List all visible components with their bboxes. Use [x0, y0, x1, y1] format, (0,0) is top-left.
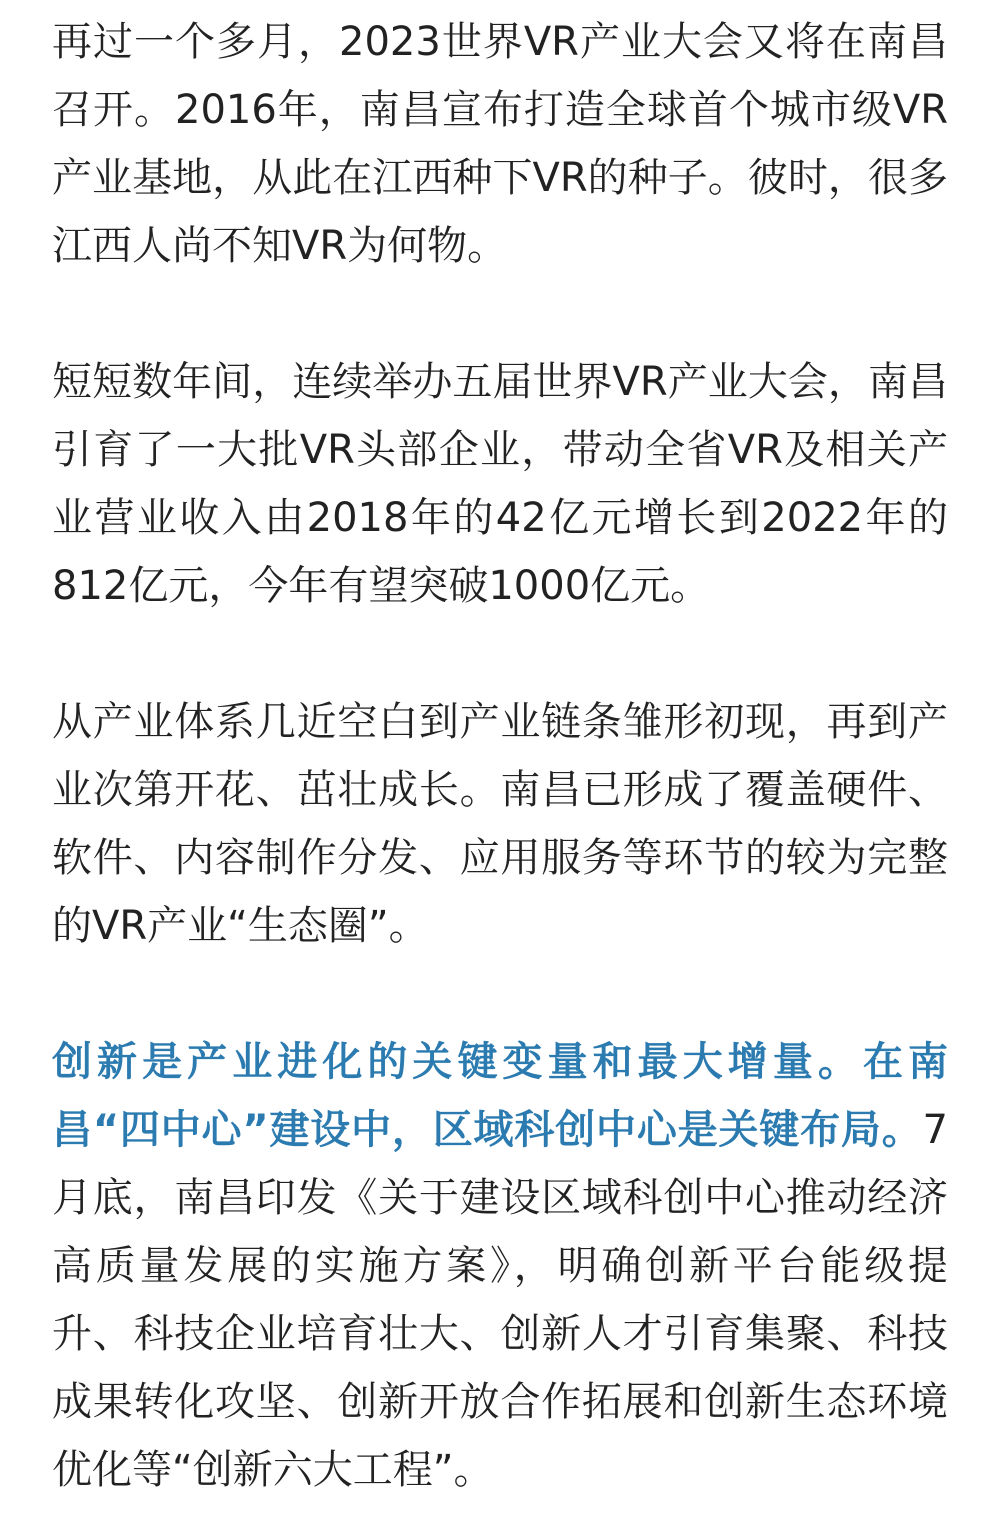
paragraph-2: 短短数年间，连续举办五届世界VR产业大会，南昌引育了一大批VR头部企业，带动全省VR及相关产业营业收入由2018年的42亿元增长到2022年的812亿元，今年有望突破1000亿元。: [52, 359, 948, 609]
paragraph-1: 再过一个多月，2023世界VR产业大会又将在南昌召开。2016年，南昌宣布打造全球首个城市级VR产业基地，从此在江西种下VR的种子。彼时，很多江西人尚不知VR为何物。: [52, 19, 948, 269]
article-body: [52, 8, 948, 1504]
highlighted-statement: 创新是产业进化的关键变量和最大增量。在南昌“四中心”建设中，区域科创中心是关键布局。: [52, 1039, 948, 1153]
paragraph-3: 从产业体系几近空白到产业链条雏形初现，再到产业次第开花、茁壮成长。南昌已形成了覆盖硬件、软件、内容制作分发、应用服务等环节的较为完整的VR产业“生态圈”。: [52, 699, 948, 949]
paragraph-4: [52, 1028, 948, 1504]
paragraph-4-text: 7月底，南昌印发《关于建设区域科创中心推动经济高质量发展的实施方案》，明确创新平台能级提升、科技企业培育壮大、创新人才引育集聚、科技成果转化攻坚、创新开放合作拓展和创新生态环境优化等“创新六大工程”。: [52, 1107, 948, 1493]
